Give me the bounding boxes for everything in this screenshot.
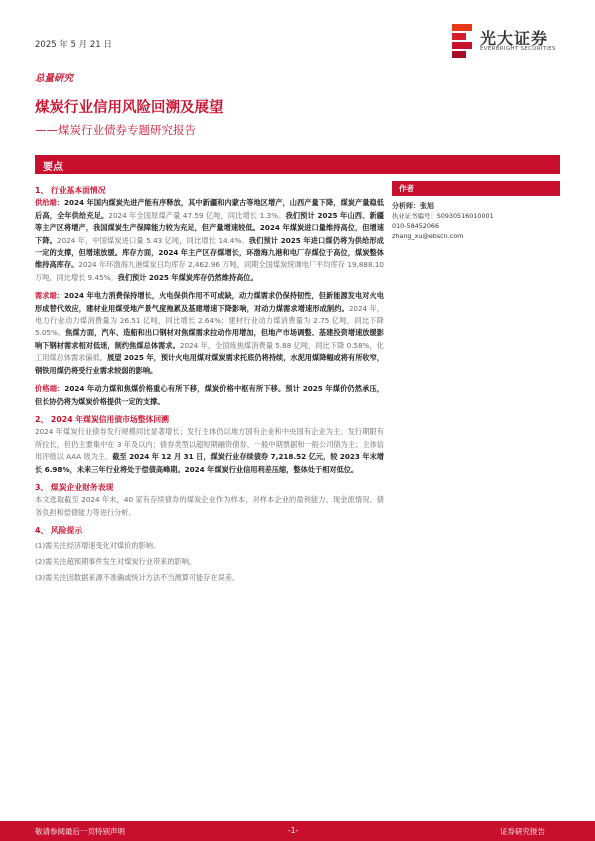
key-points-label: 要点 bbox=[43, 162, 63, 173]
page-footer bbox=[0, 821, 595, 841]
demand-text-1: 2024 年，电力行业动力煤消费量为 26.51 亿吨，同比增长 2.64%；建材行业动力煤消费量为 2.75 亿吨，同比下降 5.05%。 bbox=[35, 303, 385, 338]
footer-report-type: 证券研究报告 bbox=[500, 827, 545, 836]
main-content bbox=[35, 185, 384, 585]
report-date: 2025 年 5 月 21 日 bbox=[35, 40, 112, 50]
author-info bbox=[392, 201, 560, 241]
report-category: 总量研究 bbox=[35, 73, 74, 84]
author-header: 作者 bbox=[399, 184, 414, 193]
logo-subtext: EVERBRIGHT SECURITIES bbox=[480, 46, 556, 52]
demand-bold-2: 焦煤方面，汽车、造船和出口钢材对焦煤需求拉动作用增加，但地产市场调整、基建投资增速放缓影响下钢材需求相对低迷，制约焦煤总体需求。 bbox=[35, 328, 384, 350]
paragraph-finance: 本文选取截至 2024 年末，40 家有存续债券的煤炭企业作为样本，对样本企业的盈利能力、现金流情况、债务负担和偿债能力等进行分析。 bbox=[35, 495, 384, 517]
demand-text-2: 2024 年，全国炼焦煤消费量 5.88 亿吨，同比下降 0.58%，化工用煤总体需求偏低。 bbox=[35, 340, 384, 363]
supply-text-1: 2024 年全国原煤产量 47.59 亿吨，同比增长 1.3%。 bbox=[108, 210, 286, 220]
analyst-phone: 010-58452066 bbox=[392, 222, 440, 230]
demand-lead: 需求端： bbox=[35, 291, 65, 301]
risk-item-2: (2)需关注超预期事件发生对煤炭行业带来的影响。 bbox=[35, 556, 197, 566]
section-heading-industry: 1、 行业基本面情况 bbox=[35, 186, 106, 195]
analyst-name: 分析师：张旭 bbox=[392, 202, 434, 210]
section-heading-finance: 3、 煤炭企业财务表现 bbox=[35, 482, 114, 492]
bond-text-1: 2024 年煤炭行业债券发行规模同比显著增长；发行主体仍以地方国有企业和中央国有企业为主；发行期限有所拉长，但仍主要集中在 3 年及以内；债券类型以超短期融资债券、一般中期票据和一般公司债为主；主体信用评级以 AAA 级为主。 bbox=[35, 427, 384, 462]
supply-lead: 供给端： bbox=[35, 198, 65, 208]
report-title: 煤炭行业信用风险回溯及展望 bbox=[35, 100, 224, 116]
section-heading-bond: 2、 2024 年煤炭信用债市场整体回溯 bbox=[35, 414, 169, 424]
analyst-email[interactable]: zhang_xu@ebscn.com bbox=[392, 232, 464, 240]
paragraph-price bbox=[35, 383, 384, 408]
risk-item-1: (1)需关注经济增速变化对煤价的影响。 bbox=[35, 540, 161, 550]
author-sidebar bbox=[392, 181, 560, 241]
key-points-band bbox=[35, 155, 560, 174]
footer-disclaimer: 敬请参阅最后一页特别声明 bbox=[35, 827, 125, 836]
demand-bold-1: 2024 年电力消费保持增长，火电保供作用不可或缺，动力煤需求仍保持韧性，但新能源发电对火电形成替代效应，建材业用煤受地产景气度拖累及基建增速下降影响，对动力煤需求增速形成制约。 bbox=[35, 291, 384, 313]
supply-text-3: 2024 年环渤海九港煤炭日均库存 2,462.96 万吨，同期全国煤炭统调电厂平均库存 19,888.10 万吨，同比增长 9.45%。 bbox=[35, 260, 384, 282]
logo-text: 光大证券 bbox=[480, 29, 549, 48]
supply-bold-3: 我们预计 2025 年进口煤仍将为供给形成一定的支撑，但增速放缓。库存方面，2024 年主产区存煤增长，环渤海九港和电厂存煤位于高位，煤炭整体维持高库存。 bbox=[35, 235, 384, 270]
paragraph-demand bbox=[35, 290, 384, 377]
risk-item-3: (3)需关注因数据来源不准确或统计方法不当测算可能存在误差。 bbox=[35, 573, 240, 583]
supply-bold-4: 我们预计 2025 年煤炭库存仍然维持高位。 bbox=[117, 272, 258, 282]
author-band bbox=[392, 181, 560, 196]
page-number: -1- bbox=[288, 826, 299, 835]
supply-bold-1: 2024 年国内煤炭先进产能有序释放，其中新疆和内蒙古等地区增产，山西产量下降，煤炭产量稳低后高，全年供给充足。 bbox=[35, 198, 384, 220]
bond-bold-1: 截至 2024 年 12 月 31 日，煤炭行业存续债券 7,218.52 亿元，较 2023 年末增长 6.98%，未来三年行业将处于偿债高峰期。2024 年煤炭行业信用利差压缩，整体处于相对低位。 bbox=[35, 452, 384, 474]
report-subtitle: ——煤炭行业债券专题研究报告 bbox=[35, 123, 196, 137]
price-lead: 价格端： bbox=[35, 384, 65, 394]
demand-bold-3: 展望 2025 年，预计火电用煤对煤炭需求托底仍将持续，水泥用煤降幅或将有所收窄，钢铁用煤仍将受行业需求较弱的影响。 bbox=[35, 353, 384, 375]
paragraph-supply bbox=[35, 197, 384, 284]
supply-bold-2: 我们预计 2025 年山西、新疆等主产区将增产，我国煤炭生产保障能力较为充足，但产量增速较低。2024 年煤炭进口量维持高位，但增速下降。 bbox=[35, 210, 384, 245]
price-bold-1: 2024 年动力煤和焦煤价格重心有所下移，煤炭价格中枢有所下移。预计 2025 年煤价仍然承压，但长协仍将为煤炭价格提供一定的支撑。 bbox=[35, 384, 384, 406]
paragraph-bond bbox=[35, 426, 384, 476]
license-number: 执业证书编号：S0930516010001 bbox=[392, 212, 494, 220]
section-heading-risk: 4、 风险提示 bbox=[35, 526, 83, 536]
supply-text-2: 2024 年，中国煤炭进口量 5.43 亿吨，同比增长 14.4%。 bbox=[57, 235, 249, 245]
